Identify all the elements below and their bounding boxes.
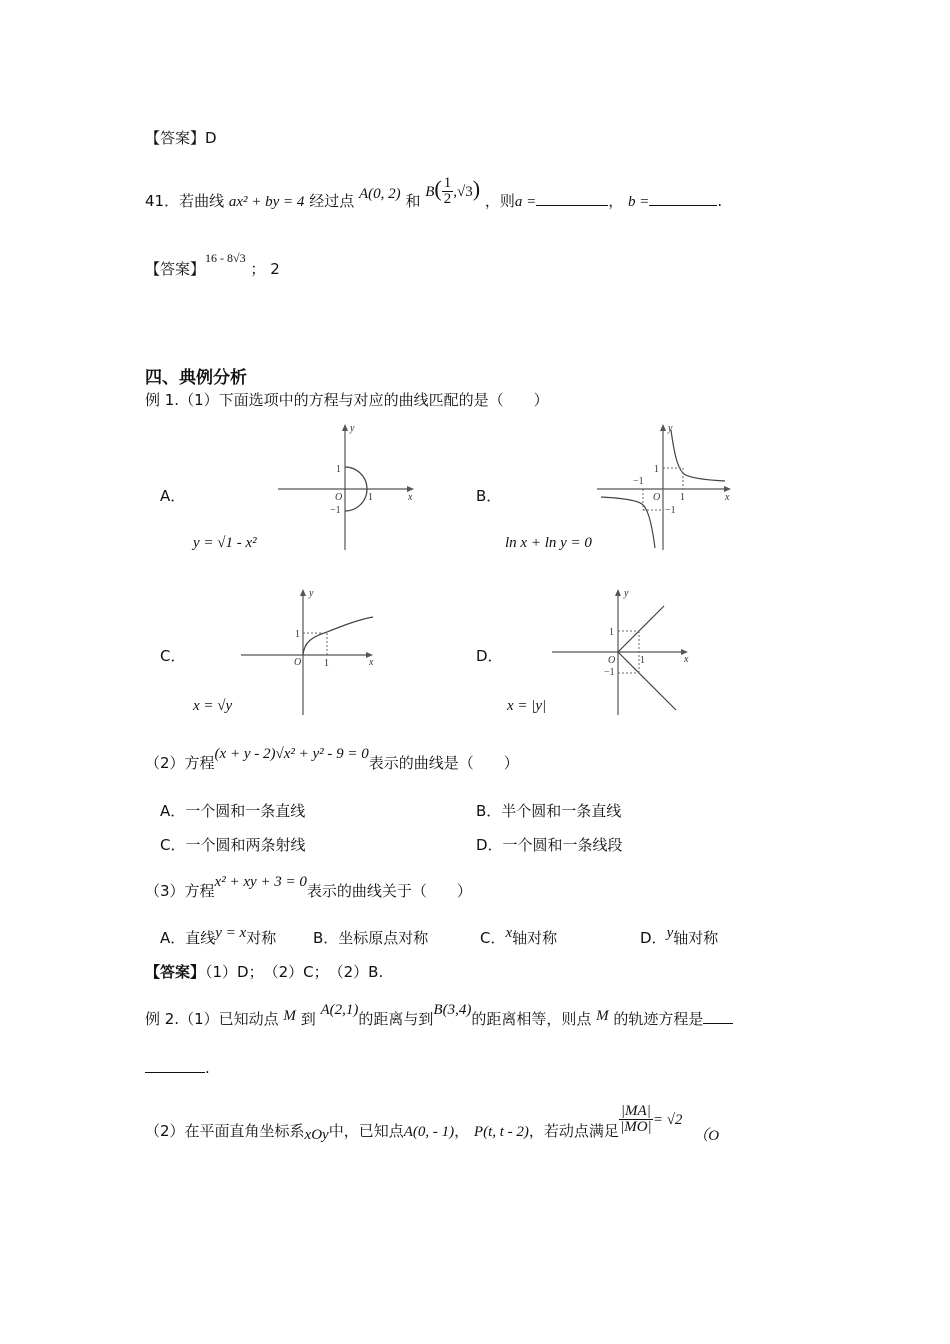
q41-point-a: A(0, 2) [359,186,401,202]
ex2-point-m: M [596,1008,609,1024]
choice-text: 轴对称 [673,929,719,947]
ex2-point-p: P(t, t - 2) [473,1124,529,1140]
ex2-text: ，若动点满足 [528,1122,619,1140]
point-b-root: √3 [457,184,473,200]
tick-label-1: 1 [336,464,341,475]
prev-answer [145,127,217,148]
ex2-text: 中，已知点 [328,1122,404,1140]
part3-suffix: 表示的曲线关于（ ） [306,882,472,900]
example-1-answer [145,961,383,982]
ex2-text: （O [693,1128,720,1144]
origin-label: O [608,655,616,666]
answer-value-1: 16 - 8√3 [205,251,246,265]
answer-blank[interactable] [703,1009,733,1024]
example-1-part-3 [145,874,472,901]
part3-choice-b[interactable]: B．坐标原点对称 [313,929,429,947]
fraction-num: |MA| [620,1103,651,1119]
q41-b-label: b = [628,194,650,210]
part2-choice-b[interactable]: B．半个圆和一条直线 [476,802,622,820]
ex2-point-b: B(3,4) [433,1002,472,1018]
example-1-part-1: 例 1.（1）下面选项中的方程与对应的曲线匹配的是（ ） [145,391,549,409]
tick-label-1: 1 [640,655,645,666]
q41-then: ，则 [484,192,515,210]
tick-label-neg1: −1 [330,505,341,516]
tick-label-neg1: −1 [604,667,615,678]
part3-choice-d[interactable] [640,927,718,948]
tick-label-neg1: −1 [633,476,644,487]
ex2-text: 的距离与到 [358,1010,434,1028]
origin-label: O [653,492,661,503]
part2-prefix: （2）方程 [145,754,215,772]
part2-choice-a[interactable]: A．一个圆和一条直线 [160,802,306,820]
x-axis-label: x [684,654,689,665]
option-a-equation: y = √1 - x² [193,535,257,551]
tick-label-1: 1 [654,464,659,475]
tick-label-1: 1 [368,492,373,503]
fraction-den: 2 [443,191,452,207]
x-axis-label: x [408,492,413,503]
option-d-equation: x = |y| [507,698,547,714]
ex2-text: （2）在平面直角坐标系 [145,1122,305,1140]
y-axis-label: y [350,423,355,434]
ex2-text: 到 [300,1010,316,1028]
q41-through: 经过点 [309,192,355,210]
answer-separator: ； [250,260,266,278]
option-b-letter[interactable]: B． [476,487,502,505]
part3-choice-c[interactable] [480,927,557,948]
example-2-part-2 [145,1103,720,1147]
example-2-part-1-cont [145,1058,210,1077]
tick-label-1: 1 [609,627,614,638]
graph-c [237,585,382,717]
y-axis-label: y [309,588,314,599]
fraction-den: |MO| [620,1119,652,1135]
fraction-num: 1 [443,175,452,191]
part3-choice-a[interactable] [160,927,276,948]
question-41 [145,175,723,217]
graph-b [595,420,737,552]
choice-text: 轴对称 [512,929,558,947]
part3-prefix: （3）方程 [145,882,215,900]
choice-text: C． [480,929,506,947]
answer-blank[interactable] [145,1058,205,1073]
x-axis-label: x [369,657,374,668]
ex2-coordinate-system: xOy [304,1127,329,1143]
y-axis-label: y [668,423,673,434]
choice-math: x [505,925,513,941]
q41-comma: ， [608,192,624,210]
option-a-letter[interactable]: A． [160,487,186,505]
choice-math: y = x [215,925,247,941]
tick-label-1: 1 [324,658,329,669]
option-c-letter[interactable]: C． [160,647,186,665]
tick-label-1: 1 [295,629,300,640]
q41-equation: ax² + by = 4 [228,194,305,210]
choice-text: 对称 [246,929,277,947]
option-b-equation: ln x + ln y = 0 [505,535,592,551]
answer-blank-a[interactable] [536,191,608,206]
part2-equation: (x + y - 2)√x² + y² - 9 = 0 [214,746,369,762]
point-b-name: B [425,184,435,200]
answer-blank-b[interactable] [649,191,717,206]
section-title: 四、典例分析 [145,368,247,388]
tick-label-1: 1 [680,492,685,503]
q41-number: 41．若曲线 [145,192,225,210]
ex2-point-m: M [283,1008,296,1024]
graph-d [548,585,696,717]
fraction [442,176,454,207]
example-1-part-2 [145,746,519,773]
q41-period: . [717,192,723,210]
example-2-part-1 [145,1002,733,1029]
q41-a-label: a = [514,194,537,210]
ex2-point-a: A(2,1) [320,1002,359,1018]
origin-label: O [335,492,343,503]
part2-choice-c[interactable]: C．一个圆和两条射线 [160,836,306,854]
y-axis-label: y [624,588,629,599]
answer-label: 【答案】 [145,260,206,278]
q41-point-b: B( $\frac{1}{2}$ ,√3) [425,175,481,207]
ex2-text: 例 2.（1）已知动点 [145,1010,279,1028]
ratio-fraction [619,1104,653,1135]
ratio-value: = √2 [652,1112,683,1128]
ex2-text: 的轨迹方程是 [613,1010,704,1028]
q41-answer [145,251,280,279]
choice-text: A．直线 [160,929,216,947]
graph-a [270,420,420,552]
answer-label: 【答案】 [145,963,206,981]
part2-suffix: 表示的曲线是（ ） [368,754,519,772]
answer-value: D [205,129,217,147]
answer-value: （1）D； （2）C； （2）B. [205,963,384,981]
choice-math: y [666,925,674,941]
part2-choice-d[interactable]: D．一个圆和一条线段 [476,836,623,854]
ex2-point-a: A(0, - 1) [403,1124,455,1140]
ex2-text: ， [454,1122,470,1140]
answer-label: 【答案】 [145,129,206,147]
option-d-letter[interactable]: D． [476,647,503,665]
ex2-period: . [205,1059,210,1077]
tick-label-neg1: −1 [665,505,676,516]
option-c-equation: x = √y [193,698,233,714]
part3-equation: x² + xy + 3 = 0 [214,874,307,890]
ex2-text: 的距离相等，则点 [471,1010,592,1028]
q41-and: 和 [405,192,421,210]
answer-value-2: 2 [270,260,280,278]
choice-text: D． [640,929,667,947]
origin-label: O [294,657,302,668]
x-axis-label: x [725,492,730,503]
